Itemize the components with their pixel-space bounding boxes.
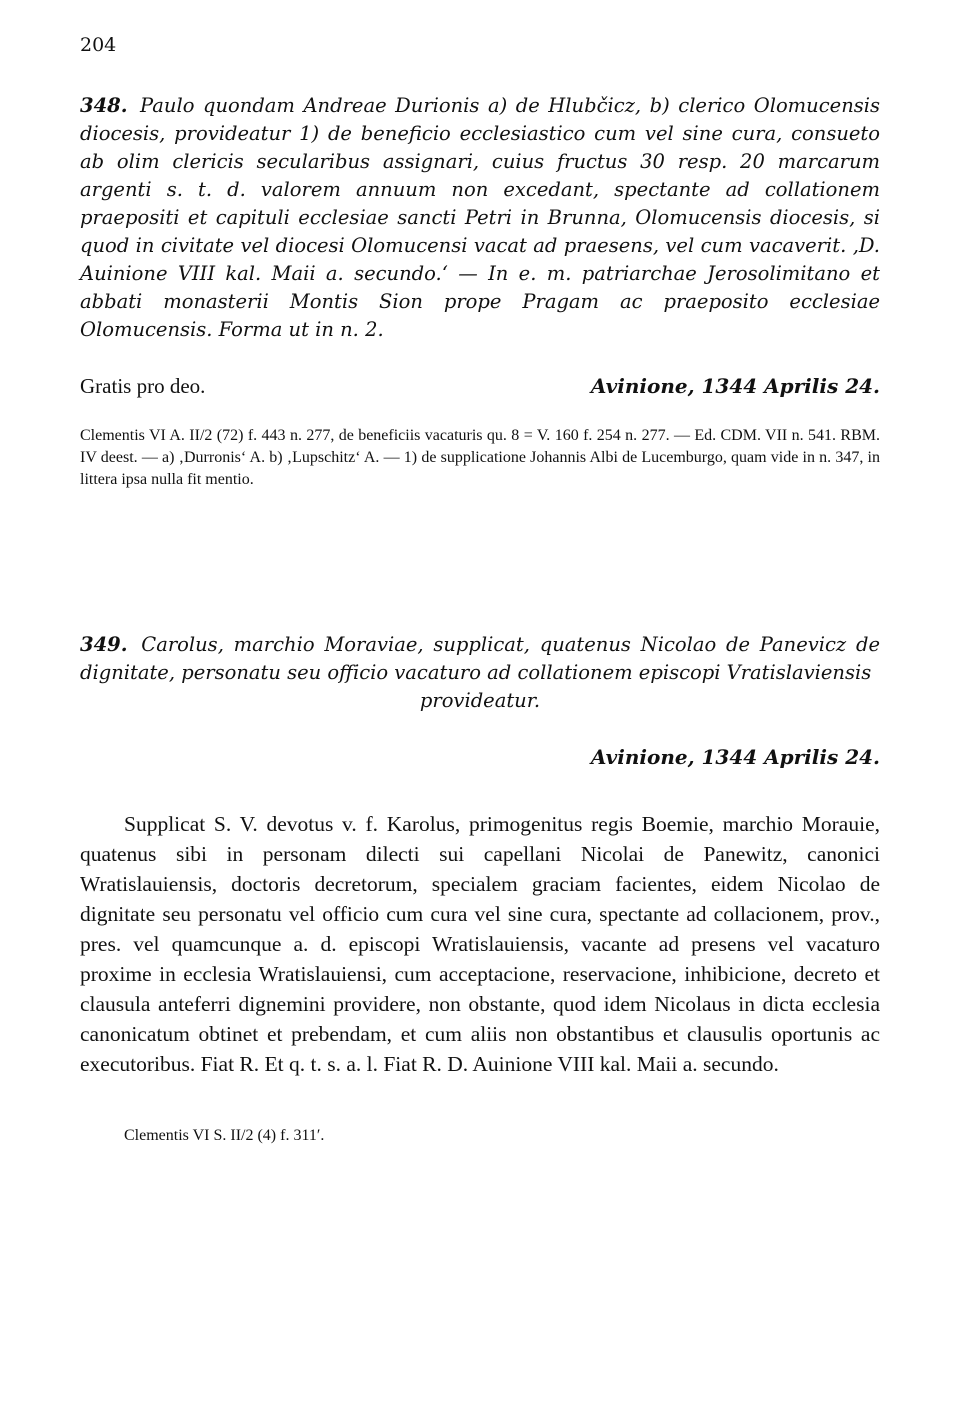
entry-348-number: 348. bbox=[80, 94, 128, 117]
entry-348-note: Clementis VI A. II/2 (72) f. 443 n. 277, de beneficiis vacaturis qu. 8 = V. 160 f. 254 n. 277. — Ed. CDM. VII n. 541. RBM. IV deest. — a) ‚Durronis‘ A. b) ‚Lupschitz‘ A. — 1) de supplicatione Johannis Albi de Lucemburgo, quam vide in n. 347, in littera ipsa nulla fit mentio. bbox=[80, 427, 880, 488]
entry-348-dateline bbox=[80, 374, 880, 399]
entry-349-regest-text: Carolus, marchio Moraviae, supplicat, quatenus Nicolao de Panevicz de dignitate, personatu seu officio vacaturo ad collationem episcopi Vratislaviensis bbox=[80, 633, 880, 684]
entry-349-source: Clementis VI S. II/2 (4) f. 311′. bbox=[124, 1127, 325, 1144]
entry-348-gratis: Gratis pro deo. bbox=[80, 374, 206, 398]
entry-349-date: Avinione, 1344 Aprilis 24. bbox=[590, 745, 880, 769]
entry-349-number: 349. bbox=[80, 633, 128, 656]
entry-349 bbox=[80, 631, 880, 1145]
page-number: 204 bbox=[80, 34, 117, 56]
page bbox=[80, 34, 880, 1145]
entry-349-supplication: Supplicat S. V. devotus v. f. Karolus, primogenitus regis Boemie, marchio Morauie, quatenus sibi in personam dilecti sui capellani Nicolai de Panewitz, canonici Wratislauiensis, doctoris decretorum, specialem graciam facientes, eidem Nicolao de dignitate seu personatu vel officio cum cura vel sine cura, spectante ad collacionem, prov., pres. vel quamcunque a. d. episcopi Wratislauiensis, vacante ad presens vel vacaturo proxime in ecclesia Wratislauiensi, cum acceptacione, reservacione, inhibicione, decreto et clausula anteferri dignemini providere, non obstante, quod idem Nicolaus in dicta ecclesia canonicatum obtinet et prebendam, et cum aliis non obstantibus et clausulis oportunis ac executoribus. Fiat R. Et q. t. s. a. l. Fiat R. D. Auinione VIII kal. Maii a. secundo. bbox=[80, 812, 880, 1076]
entry-348-date: Avinione, 1344 Aprilis 24. bbox=[590, 374, 880, 398]
entry-348-regest-text: Paulo quondam Andreae Durionis a) de Hlubčicz, b) clerico Olomucensis diocesis, provideatur 1) de beneficio ecclesiastico cum vel sine cura, consueto ab olim clericis secularibus assignari, cuius fructus 30 resp. 20 marcarum argenti s. t. d. valorem annuum non excedant, spectante ad collationem praepositi et capituli ecclesiae sancti Petri in Brunna, Olomucensis diocesis, si quod in civitate vel diocesi Olomucensi vacat ad praesens, vel cum vacaverit. ‚D. Auinione VIII kal. Maii a. secundo.‘ — In e. m. patriarchae Jerosolimitano et abbati monasterii Montis Sion prope Pragam ac praeposito ecclesiae Olomucensis. Forma ut in n. 2. bbox=[80, 94, 880, 341]
entry-348-notes bbox=[80, 425, 880, 491]
entry-348-regest bbox=[80, 92, 880, 344]
entry-349-regest bbox=[80, 631, 880, 715]
entry-349-regest-end: provideatur. bbox=[419, 689, 541, 712]
entry-348 bbox=[80, 92, 880, 491]
